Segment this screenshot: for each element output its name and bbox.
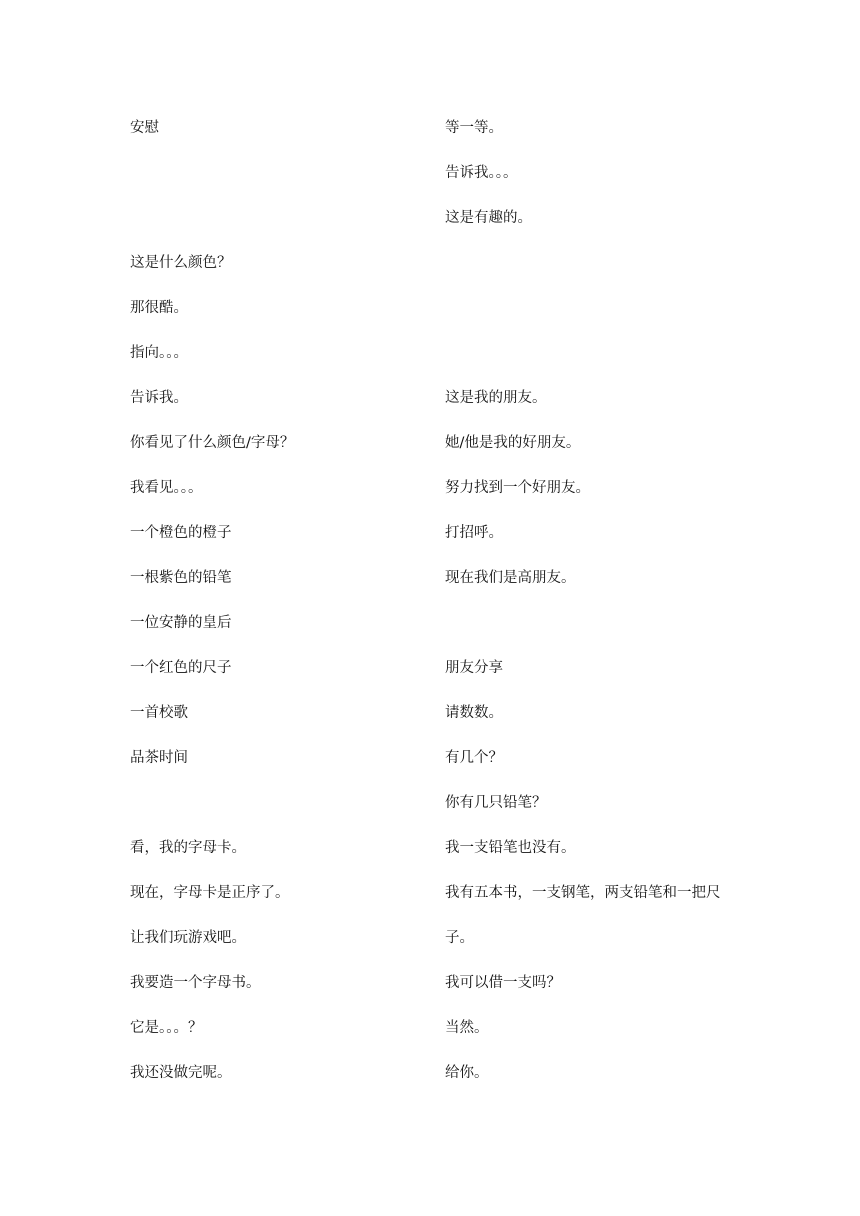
phrase-line: 你有几只铅笔？ [445,795,547,811]
phrase-line [445,297,745,342]
phrase-line: 品茶时间 [130,750,188,766]
phrase-line [445,342,745,387]
phrase-line: 子。 [445,930,474,946]
phrase-line: 现在我们是高朋友。 [445,570,576,586]
phrase-line: 我有五本书，一支钢笔，两支铅笔和一把尺 [445,885,721,901]
phrase-line: 打招呼。 [445,525,503,541]
phrase-line: 她/他是我的好朋友。 [445,435,581,451]
phrase-line: 这是什么颜色？ [130,255,232,271]
phrase-line: 努力找到一个好朋友。 [445,480,590,496]
right-phrase-column [445,117,745,1107]
phrase-line: 请数数。 [445,705,503,721]
phrase-line: 我一支铅笔也没有。 [445,840,576,856]
phrase-line: 一首校歌 [130,705,188,721]
phrase-line: 有几个？ [445,750,503,766]
phrase-line [445,252,745,297]
phrase-line: 我看见。。。 [130,480,203,496]
phrase-line: 我要造一个字母书。 [130,975,261,991]
phrase-line: 告诉我。 [130,390,188,406]
phrase-line: 指向。。。 [130,345,188,361]
phrase-line [445,612,745,657]
phrase-line: 现在，字母卡是正序了。 [130,885,290,901]
phrase-line [130,162,420,207]
phrase-line: 看，我的字母卡。 [130,840,246,856]
phrase-line: 一位安静的皇后 [130,615,232,631]
phrase-line: 一个红色的尺子 [130,660,232,676]
phrase-line: 一个橙色的橙子 [130,525,232,541]
phrase-line: 让我们玩游戏吧。 [130,930,246,946]
phrase-line [130,207,420,252]
left-phrase-column [130,117,420,1107]
phrase-line: 这是我的朋友。 [445,390,547,406]
phrase-line: 一根紫色的铅笔 [130,570,232,586]
phrase-line: 朋友分享 [445,660,503,676]
phrase-line: 它是。。。？ [130,1020,203,1036]
phrase-line: 等一等。 [445,120,503,136]
phrase-line [130,792,420,837]
phrase-line: 告诉我。。。 [445,165,518,181]
phrase-line: 我可以借一支吗？ [445,975,561,991]
phrase-line: 给你。 [445,1065,489,1081]
phrase-line: 那很酷。 [130,300,188,316]
phrase-line: 这是有趣的。 [445,210,532,226]
phrase-line: 当然。 [445,1020,489,1036]
phrase-line: 安慰 [130,120,159,136]
phrase-line: 你看见了什么颜色/字母？ [130,435,295,451]
phrase-line: 我还没做完呢。 [130,1065,232,1081]
